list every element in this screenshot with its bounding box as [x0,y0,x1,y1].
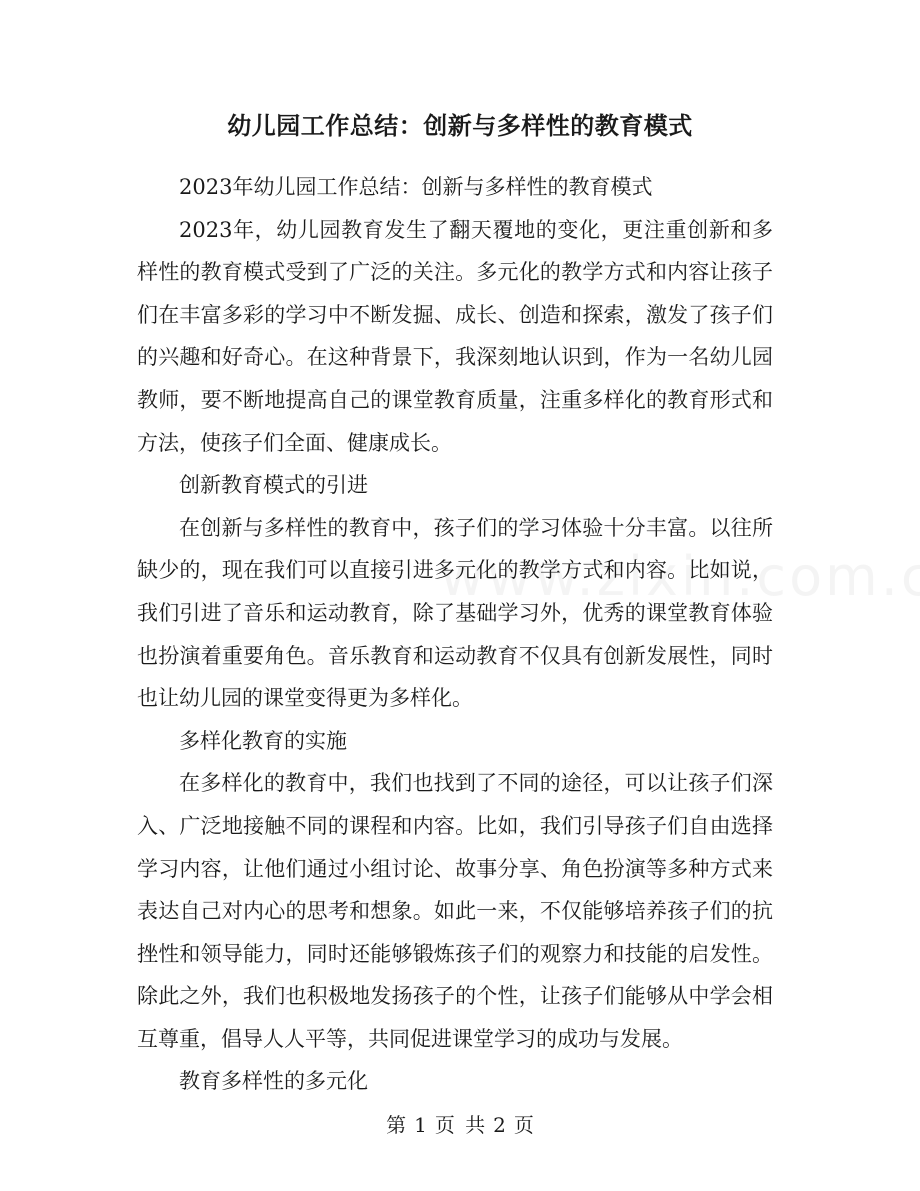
footer-total-pages: 2 [493,1113,506,1137]
paragraph-subtitle: 2023年幼儿园工作总结：创新与多样性的教育模式 [179,175,653,199]
document-title: 幼儿园工作总结：创新与多样性的教育模式 [227,112,693,140]
section-heading-implementation: 多样化教育的实施 [179,728,347,753]
page-footer [0,1110,920,1140]
footer-middle: 页 共 [434,1113,486,1137]
section-heading-diversity: 教育多样性的多元化 [179,1069,368,1094]
footer-current-page: 1 [414,1113,427,1137]
paragraph-innovation: 在创新与多样性的教育中，孩子们的学习体验十分丰富。以往所缺少的，现在我们可以直接引进多元化的教学方式和内容。比如说，我们引进了音乐和运动教育，除了基础学习外，优秀的课堂教育体验也扮演着重要角色。音乐教育和运动教育不仅具有创新发展性，同时也让幼儿园的课堂变得更为多样化。 [137,515,773,711]
paragraph-intro: 2023年，幼儿园教育发生了翻天覆地的变化，更注重创新和多样性的教育模式受到了广泛的关注。多元化的教学方式和内容让孩子们在丰富多彩的学习中不断发掘、成长、创造和探索，激发了孩子们的兴趣和好奇心。在这种背景下，我深刻地认识到，作为一名幼儿园教师，要不断地提高自己的课堂教育质量，注重多样化的教育形式和方法，使孩子们全面、健康成长。 [137,217,773,455]
footer-prefix: 第 [386,1113,407,1137]
paragraph-implementation: 在多样化的教育中，我们也找到了不同的途径，可以让孩子们深入、广泛地接触不同的课程和内容。比如，我们引导孩子们自由选择学习内容，让他们通过小组讨论、故事分享、角色扮演等多种方式来表达自己对内心的思考和想象。如此一来，不仅能够培养孩子们的抗挫性和领导能力，同时还能够锻炼孩子们的观察力和技能的启发性。除此之外，我们也积极地发扬孩子的个性，让孩子们能够从中学会相互尊重，倡导人人平等，共同促进课堂学习的成功与发展。 [137,771,773,1051]
document-body [137,166,773,1103]
footer-suffix: 页 [513,1113,534,1137]
section-heading-innovation: 创新教育模式的引进 [179,473,368,498]
